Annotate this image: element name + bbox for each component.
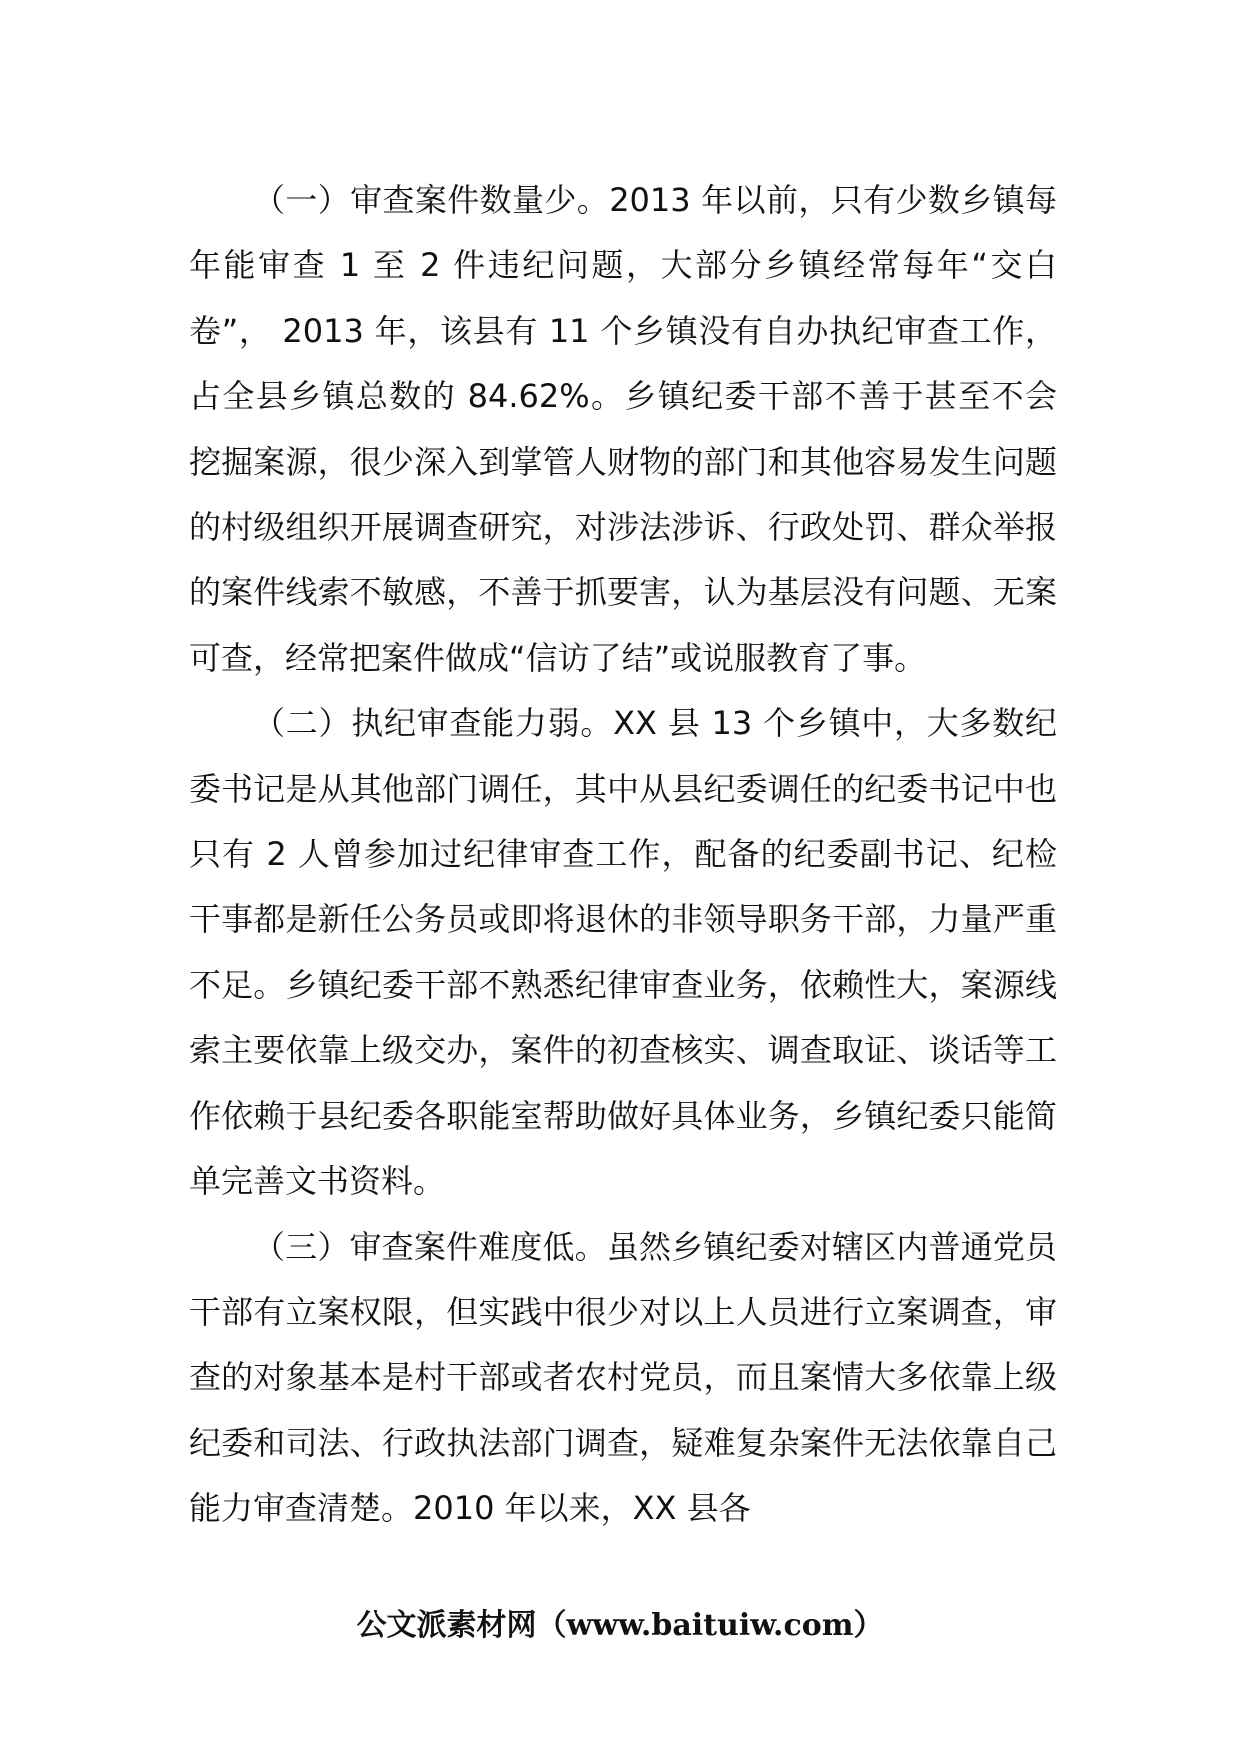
footer-watermark: 公文派素材网（www.baituiw.com）: [356, 1608, 884, 1643]
paragraph-3: （三）审查案件难度低。虽然乡镇纪委对辖区内普通党员干部有立案权限，但实践中很少对以上人员进行立案调查，审查的对象基本是村干部或者农村党员，而且案情大多依靠上级纪委和司法、行政执法部门调查，疑难复杂案件无法依靠自己能力审查清楚。2010 年以来，XX 县各: [189, 1227, 1057, 1528]
document-body: [189, 168, 1057, 1542]
paragraph-1: （一）审查案件数量少。2013 年以前，只有少数乡镇每年能审查 1 至 2 件违纪问题，大部分乡镇经常每年“交白卷”， 2013 年，该县有 11 个乡镇没有自办执纪审查工作，占全县乡镇总数的 84.62%。乡镇纪委干部不善于甚至不会挖掘案源，很少深入到掌管人财物的部门和其他容易发生问题的村级组织开展调查研究，对涉法涉诉、行政处罚、群众举报的案件线索不敏感，不善于抓要害，认为基层没有问题、无案可查，经常把案件做成“信访了结”或说服教育了事。: [189, 181, 1057, 677]
paragraph-2: （二）执纪审查能力弱。XX 县 13 个乡镇中，大多数纪委书记是从其他部门调任，其中从县纪委调任的纪委书记中也只有 2 人曾参加过纪律审查工作，配备的纪委副书记、纪检干事都是新任公务员或即将退休的非领导职务干部，力量严重不足。乡镇纪委干部不熟悉纪律审查业务，依赖性大，案源线索主要依靠上级交办，案件的初查核实、调查取证、谈话等工作依赖于县纪委各职能室帮助做好具体业务，乡镇纪委只能简单完善文书资料。: [189, 704, 1057, 1201]
